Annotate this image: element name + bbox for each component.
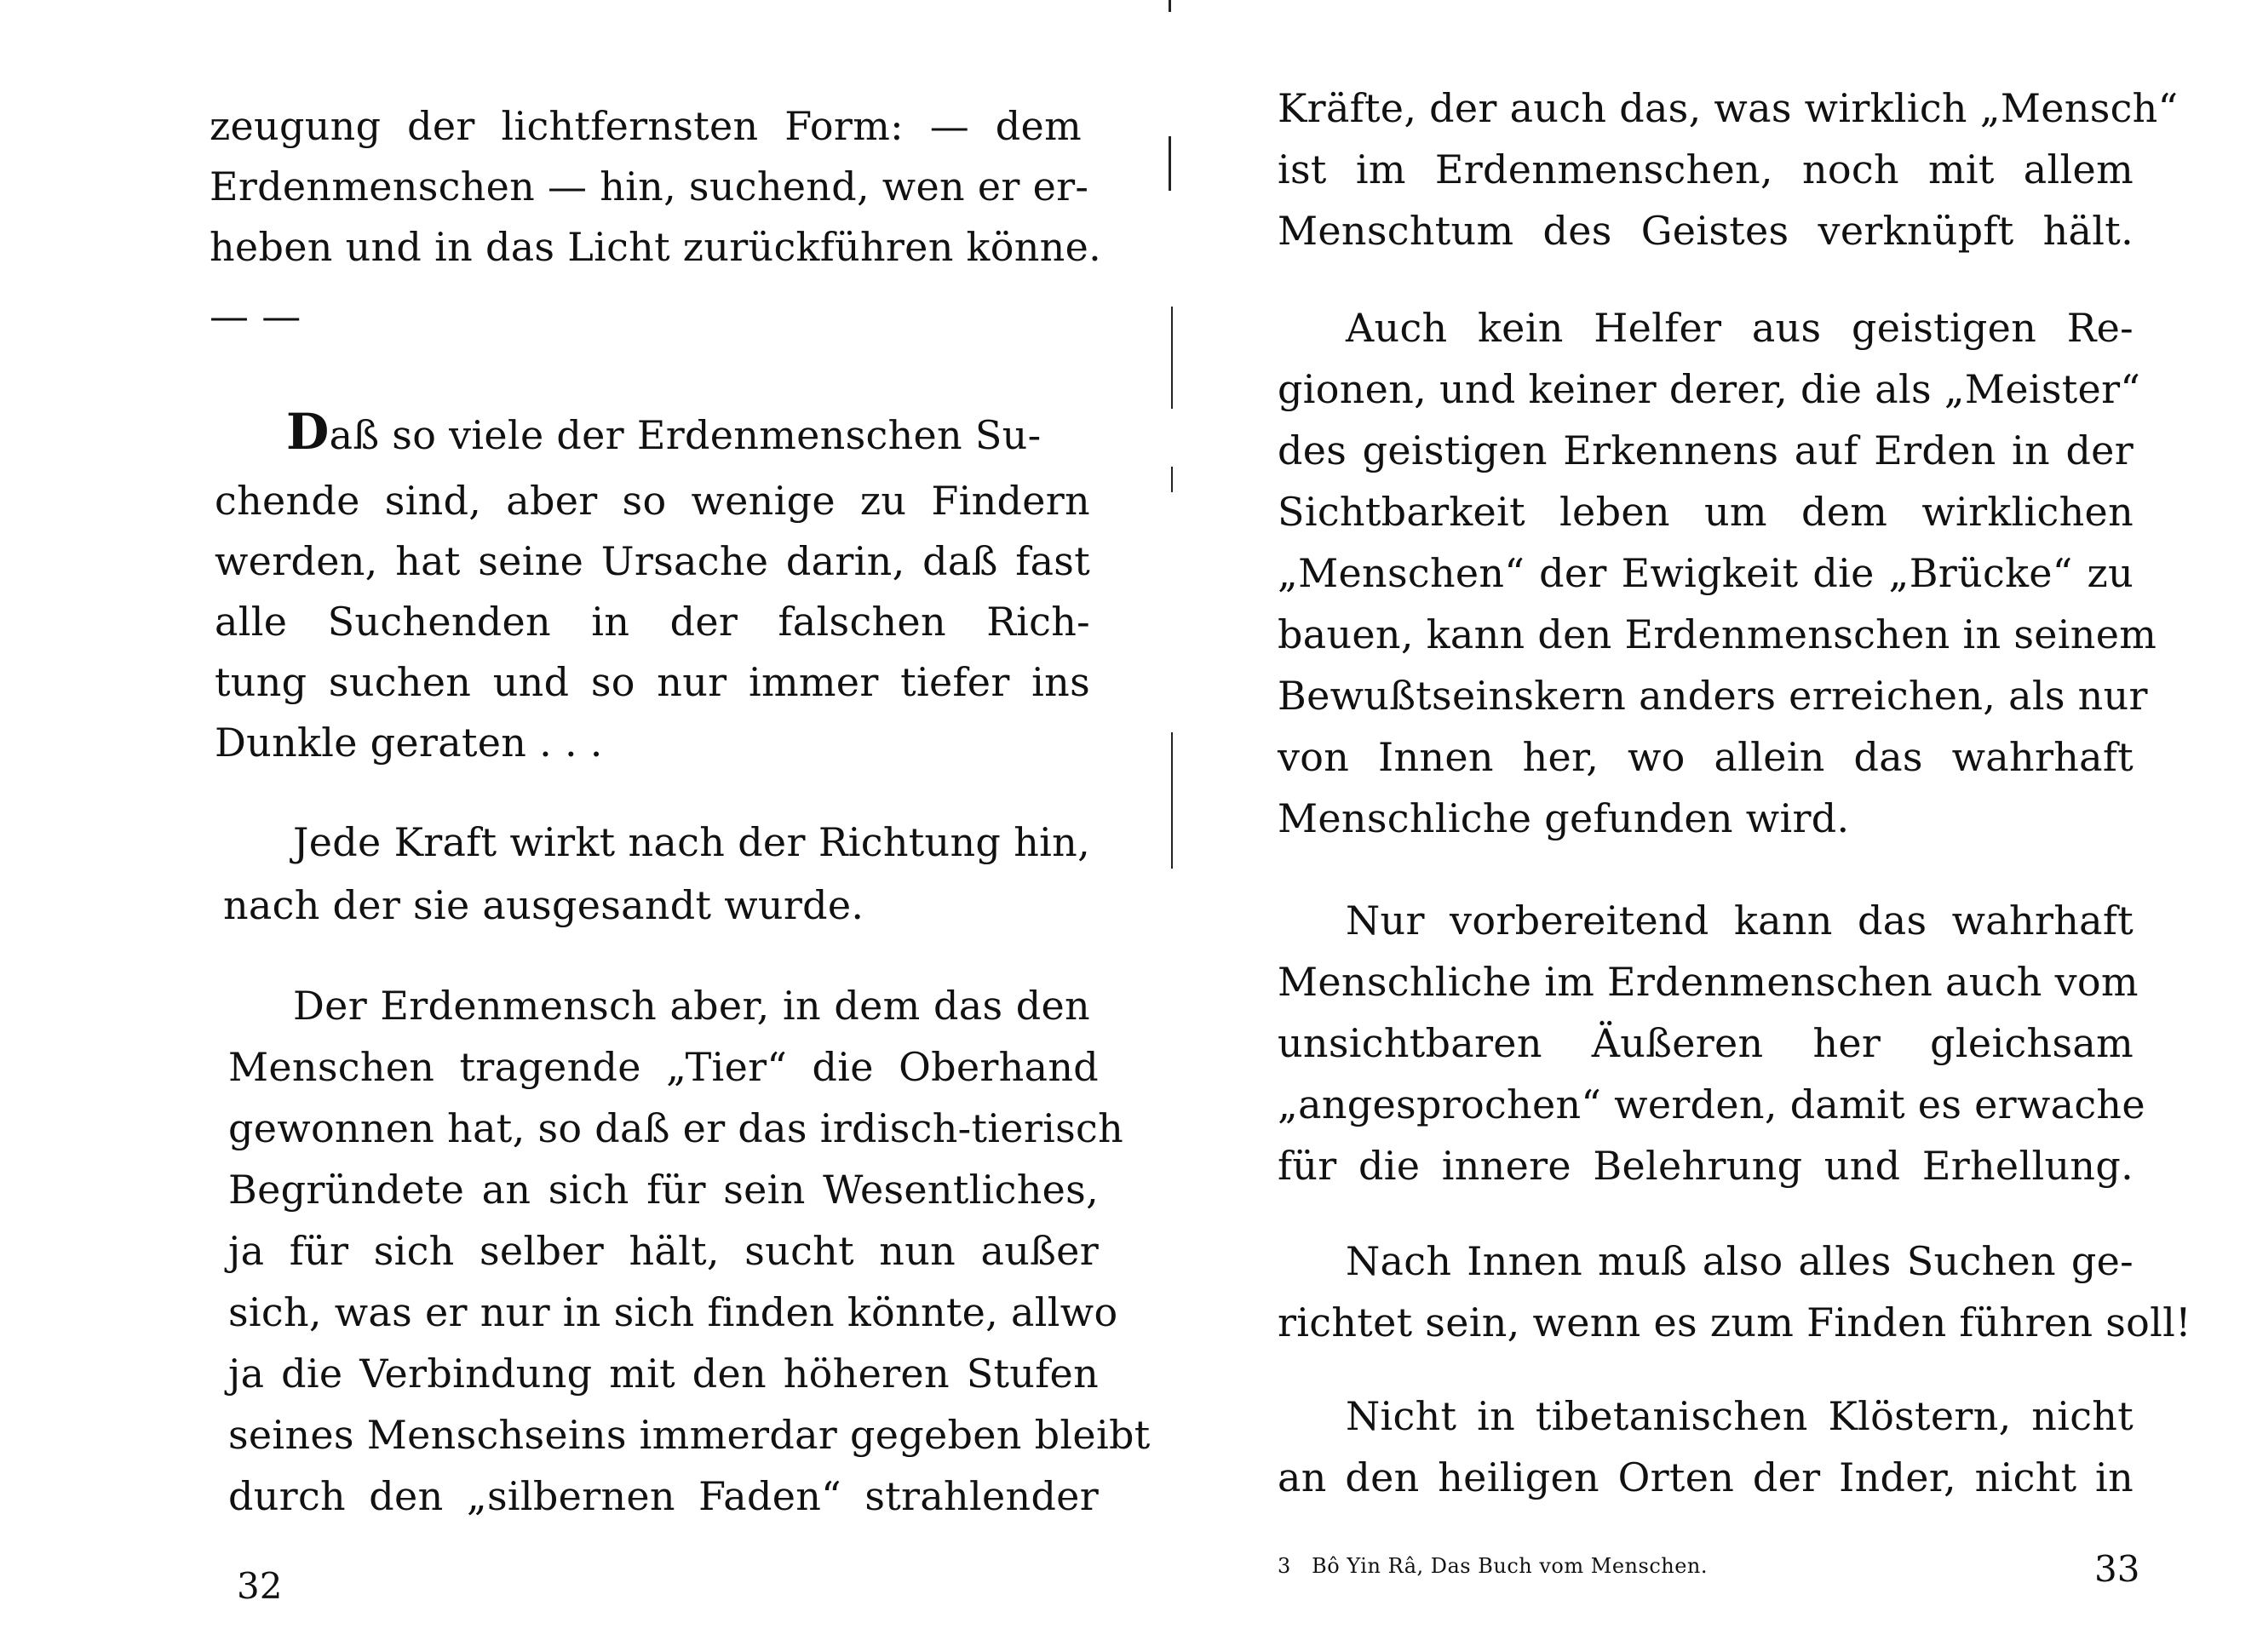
text-line: unsichtbaren Äußeren her gleichsam — [1278, 1020, 2134, 1066]
text-line: tung suchen und so nur immer tiefer ins — [215, 659, 1090, 705]
text-line: ist im Erdenmenschen, noch mit allem — [1278, 146, 2134, 192]
text-line: „Menschen“ der Ewigkeit die „Brücke“ zu — [1278, 550, 2134, 596]
section-separator: — — — [210, 293, 302, 339]
text-line — [286, 403, 1090, 461]
text-line: Nach Innen muß also alles Suchen ge- — [1346, 1238, 2134, 1284]
text-line: Sichtbarkeit leben um dem wirklichen — [1278, 489, 2134, 535]
right-page — [1128, 0, 2257, 1652]
text-line: Kräfte, der auch das, was wirklich „Mensch“ — [1278, 85, 2179, 131]
footnote — [1278, 1554, 1708, 1578]
text-line: richtet sein, wenn es zum Finden führen soll! — [1278, 1299, 2191, 1345]
text-line: alle Suchenden in der falschen Rich- — [215, 599, 1090, 645]
text-line: Dunkle geraten . . . — [215, 720, 603, 766]
page-number: 32 — [237, 1565, 283, 1607]
text-line: Menschliche gefunden wird. — [1278, 795, 1850, 841]
text-line: Bewußtseinskern anders erreichen, als nur — [1278, 673, 2148, 719]
text-line: Nicht in tibetanischen Klöstern, nicht — [1346, 1393, 2134, 1439]
text-line: Menschen tragende „Tier“ die Oberhand — [228, 1044, 1099, 1090]
text-line: sich, was er nur in sich finden könnte, allwo — [228, 1289, 1118, 1335]
text-line: ja die Verbindung mit den höheren Stufen — [228, 1351, 1099, 1397]
text-line: Jede Kraft wirkt nach der Richtung hin, — [293, 819, 1090, 865]
text-line: zeugung der lichtfernsten Form: — dem — [210, 103, 1082, 149]
text-line: für die innere Belehrung und Erhellung. — [1278, 1143, 2134, 1189]
text-line: Auch kein Helfer aus geistigen Re- — [1346, 305, 2134, 351]
text-line: werden, hat seine Ursache darin, daß fast — [215, 538, 1090, 584]
footnote-signature: 3 — [1278, 1554, 1291, 1578]
drop-cap: D — [286, 403, 330, 461]
drop-cap-rest: aß so viele der Erdenmenschen Su- — [329, 412, 1042, 458]
text-line: seines Menschseins immerdar gegeben bleibt — [228, 1412, 1151, 1458]
text-line: nach der sie ausgesandt wurde. — [223, 882, 864, 928]
text-line: Menschliche im Erdenmenschen auch vom — [1278, 959, 2139, 1005]
text-line: Nur vorbereitend kann das wahrhaft — [1346, 898, 2134, 944]
text-line: gewonnen hat, so daß er das irdisch-tierisch — [228, 1105, 1124, 1151]
text-line: Begründete an sich für sein Wesentliches, — [228, 1167, 1099, 1213]
text-line: Menschtum des Geistes verknüpft hält. — [1278, 208, 2134, 254]
text-line: ja für sich selber hält, sucht nun außer — [228, 1228, 1099, 1274]
text-line: von Innen her, wo allein das wahrhaft — [1278, 734, 2134, 780]
text-line: chende sind, aber so wenige zu Findern — [215, 478, 1090, 524]
text-line: des geistigen Erkennens auf Erden in der — [1278, 427, 2134, 473]
text-line: durch den „silbernen Faden“ strahlender — [228, 1473, 1099, 1519]
page-number: 33 — [2094, 1548, 2140, 1590]
text-line: heben und in das Licht zurückführen könne. — [210, 224, 1102, 270]
text-line: bauen, kann den Erdenmenschen in seinem — [1278, 611, 2157, 657]
text-line: an den heiligen Orten der Inder, nicht in — [1278, 1454, 2134, 1500]
text-line: Erdenmenschen — hin, suchend, wen er er- — [210, 163, 1089, 209]
text-line: gionen, und keiner derer, die als „Meister“ — [1278, 366, 2141, 412]
text-line: Der Erdenmensch aber, in dem das den — [293, 983, 1090, 1029]
footnote-text: Bô Yin Râ, Das Buch vom Menschen. — [1312, 1554, 1709, 1578]
text-line: „angesprochen“ werden, damit es erwache — [1278, 1081, 2145, 1127]
